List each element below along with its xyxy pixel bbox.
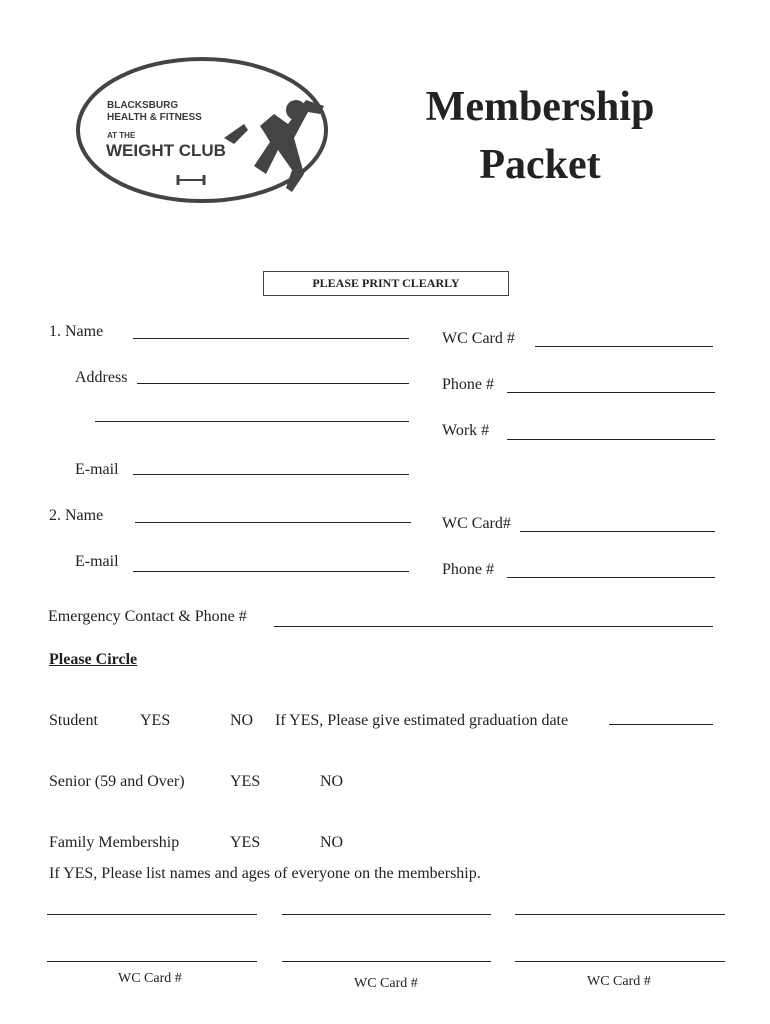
member1-address-field-1[interactable]	[137, 383, 409, 384]
family-card-label-1: WC Card #	[118, 971, 182, 986]
member2-email-label: E-mail	[75, 553, 119, 570]
family-name-field-3[interactable]	[515, 914, 725, 915]
logo-graphic	[74, 54, 344, 206]
logo-line-3: AT THE	[107, 131, 136, 140]
emergency-contact-field[interactable]	[274, 626, 713, 627]
family-card-label-2: WC Card #	[354, 976, 418, 991]
logo-line-1: BLACKSBURG	[107, 100, 179, 111]
member2-phone-label: Phone #	[442, 561, 494, 578]
member1-wc-card-label: WC Card #	[442, 330, 515, 347]
student-yes-option[interactable]: YES	[140, 712, 171, 729]
family-card-label-3: WC Card #	[587, 974, 651, 989]
senior-label: Senior (59 and Over)	[49, 773, 185, 790]
member2-wc-card-field[interactable]	[520, 531, 715, 532]
family-instructions: If YES, Please list names and ages of everyone on the membership.	[49, 865, 481, 882]
member2-wc-card-label: WC Card#	[442, 515, 511, 532]
student-label: Student	[49, 712, 98, 729]
member1-address-label: Address	[75, 369, 128, 386]
club-logo	[74, 54, 344, 206]
graduation-date-label: If YES, Please give estimated graduation date	[275, 712, 569, 729]
family-name-field-1[interactable]	[47, 914, 257, 915]
member1-address-field-2[interactable]	[95, 421, 409, 422]
senior-yes-option[interactable]: YES	[230, 773, 261, 790]
member1-email-label: E-mail	[75, 461, 119, 478]
member2-email-field[interactable]	[133, 571, 409, 572]
logo-line-2: HEALTH & FITNESS	[107, 112, 202, 123]
member1-work-field[interactable]	[507, 439, 715, 440]
family-card-field-3[interactable]	[515, 961, 725, 962]
please-circle-heading: Please Circle	[49, 651, 138, 668]
member1-phone-field[interactable]	[507, 392, 715, 393]
logo-line-4: WEIGHT CLUB	[106, 141, 226, 160]
family-yes-option[interactable]: YES	[230, 834, 261, 851]
member1-email-field[interactable]	[133, 474, 409, 475]
page-title	[405, 78, 675, 194]
family-no-option[interactable]: NO	[320, 834, 344, 851]
family-label: Family Membership	[49, 834, 180, 851]
print-clearly-notice: PLEASE PRINT CLEARLY	[263, 271, 509, 296]
member1-name-label: 1. Name	[49, 323, 104, 340]
graduation-date-field[interactable]	[609, 724, 713, 725]
emergency-contact-label: Emergency Contact & Phone #	[48, 608, 247, 625]
member2-name-label: 2. Name	[49, 507, 104, 524]
member1-work-label: Work #	[442, 422, 490, 439]
member1-name-field[interactable]	[133, 338, 409, 339]
family-card-field-2[interactable]	[282, 961, 491, 962]
title-line-1: Membership	[425, 84, 655, 130]
member1-wc-card-field[interactable]	[535, 346, 713, 347]
family-card-field-1[interactable]	[47, 961, 257, 962]
student-no-option[interactable]: NO	[230, 712, 254, 729]
member2-phone-field[interactable]	[507, 577, 715, 578]
family-name-field-2[interactable]	[282, 914, 491, 915]
title-line-2: Packet	[479, 142, 601, 188]
senior-no-option[interactable]: NO	[320, 773, 344, 790]
member2-name-field[interactable]	[135, 522, 411, 523]
member1-phone-label: Phone #	[442, 376, 494, 393]
